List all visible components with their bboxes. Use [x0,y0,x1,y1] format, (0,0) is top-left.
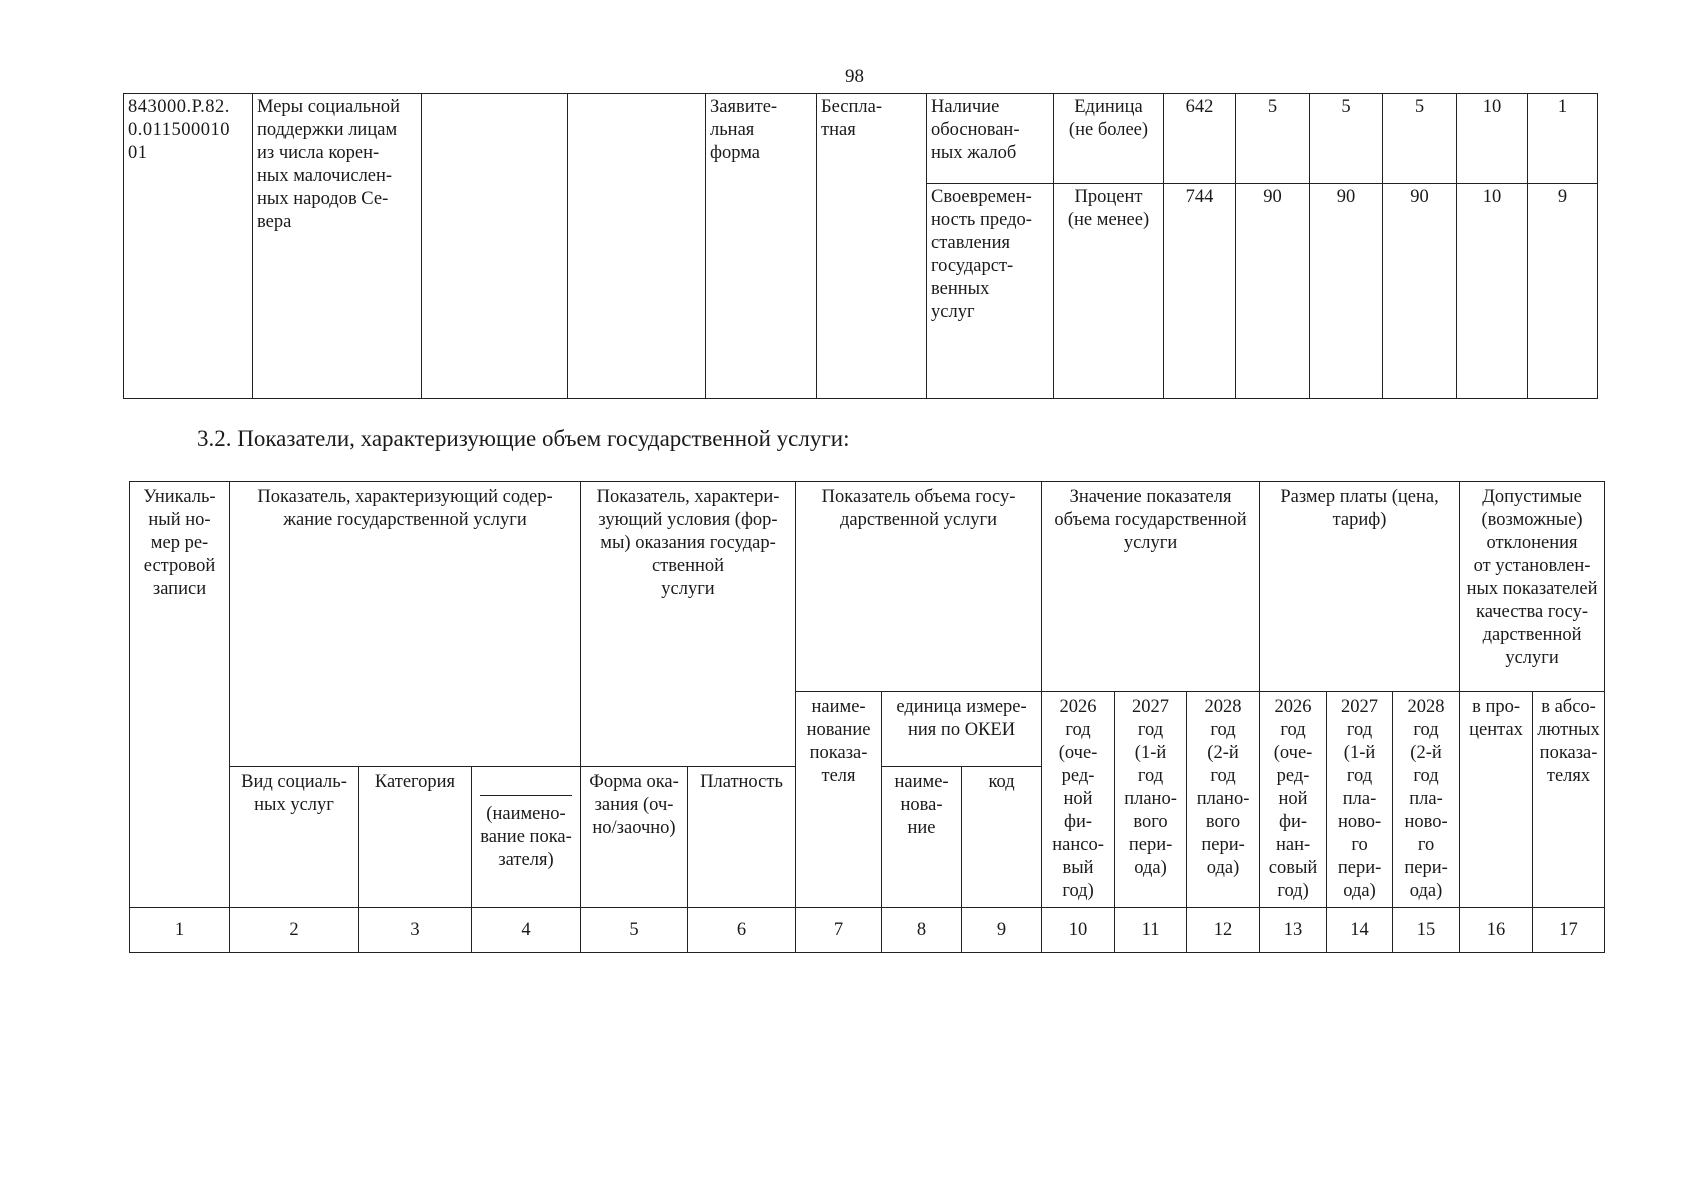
header-deviation: Допустимые (возможные) отклонения от установлен- ных показателей качества госу- дарственной услуги [1460,482,1605,692]
unit-cell: Единица (не более) [1054,94,1164,184]
header-volume-value: Значение показателя объема государственной услуги [1042,482,1260,692]
column-number: 3 [359,908,472,953]
column-number: 6 [688,908,796,953]
value-2026-cell: 90 [1236,184,1310,399]
volume-indicators-table [129,481,1605,953]
header-volume-indicator: Показатель объема госу- дарственной услуги [796,482,1042,692]
column-number: 17 [1533,908,1605,953]
column-number: 14 [1327,908,1393,953]
section-title: 3.2. Показатели, характеризующие объем государственной услуги: [197,426,850,451]
indicator-cell: Своевремен- ность предо- ставления государст- венных услуг [927,184,1054,399]
header-fee-2028: 2028 год (2-й год пла- ново- го пери- ода) [1393,692,1460,908]
empty-cell-2 [568,94,706,399]
column-number: 11 [1115,908,1187,953]
registry-code-cell: 843000.Р.82. 0.011500010 01 [124,94,253,399]
quality-indicators-table-continued [123,93,1598,399]
service-name-cell: Меры социальной поддержки лицам из числа корен- ных малочислен- ных народов Се- вера [253,94,422,399]
column-number: 5 [581,908,688,953]
value-2028-cell: 90 [1383,184,1457,399]
column-number: 15 [1393,908,1460,953]
header-okei-name: наиме- нова- ние [882,767,962,908]
deviation-percent-cell: 10 [1457,184,1528,399]
header-value-2027: 2027 год (1-й год плано- вого пери- ода) [1115,692,1187,908]
value-2027-cell: 5 [1310,94,1383,184]
empty-cell-1 [422,94,568,399]
header-okei-unit: единица измере- ния по ОКЕИ [882,692,1042,767]
header-conditions-indicator: Показатель, характери- зующий условия (фор- мы) оказания государ- ственной услуги [581,482,796,767]
column-number: 9 [962,908,1042,953]
header-content-indicator: Показатель, характеризующий содер- жание государственной услуги [230,482,581,767]
unit-cell: Процент (не менее) [1054,184,1164,399]
header-service-type: Вид социаль- ных услуг [230,767,359,908]
indicator-cell: Наличие обоснован- ных жалоб [927,94,1054,184]
column-number-row [130,908,1605,953]
header-category: Категория [359,767,472,908]
header-indicator-name-blank [472,767,581,908]
header-unique-number: Уникаль- ный но- мер ре- естровой записи [130,482,230,908]
value-2027-cell: 90 [1310,184,1383,399]
column-number: 7 [796,908,882,953]
header-fee-2026: 2026 год (оче- ред- ной фи- нан- совый год) [1260,692,1327,908]
header-fee-2027: 2027 год (1-й год пла- ново- го пери- ода) [1327,692,1393,908]
column-number: 10 [1042,908,1115,953]
blank-line [480,775,572,796]
form-cell: Заявите- льная форма [706,94,817,399]
page-number: 98 [845,66,864,87]
header-okei-code: код [962,767,1042,908]
column-number: 1 [130,908,230,953]
header-fee: Размер платы (цена, тариф) [1260,482,1460,692]
header-indicator-name: наиме- нование показа- теля [796,692,882,908]
value-2028-cell: 5 [1383,94,1457,184]
header-delivery-form: Форма ока- зания (оч- но/заочно) [581,767,688,908]
column-number: 8 [882,908,962,953]
header-deviation-absolute: в абсо- лютных показа- телях [1533,692,1605,908]
column-number: 4 [472,908,581,953]
payment-cell: Беспла- тная [817,94,927,399]
column-number: 12 [1187,908,1260,953]
column-number: 13 [1260,908,1327,953]
value-2026-cell: 5 [1236,94,1310,184]
deviation-absolute-cell: 1 [1528,94,1598,184]
header-value-2028: 2028 год (2-й год плано- вого пери- ода) [1187,692,1260,908]
column-number: 16 [1460,908,1533,953]
header-payment-type: Платность [688,767,796,908]
deviation-percent-cell: 10 [1457,94,1528,184]
okei-code-cell: 642 [1164,94,1236,184]
okei-code-cell: 744 [1164,184,1236,399]
header-naim-label: (наимено- вание пока- зателя) [480,804,572,871]
column-number: 2 [230,908,359,953]
header-deviation-percent: в про- центах [1460,692,1533,908]
deviation-absolute-cell: 9 [1528,184,1598,399]
header-value-2026: 2026 год (оче- ред- ной фи- нансо- вый год) [1042,692,1115,908]
